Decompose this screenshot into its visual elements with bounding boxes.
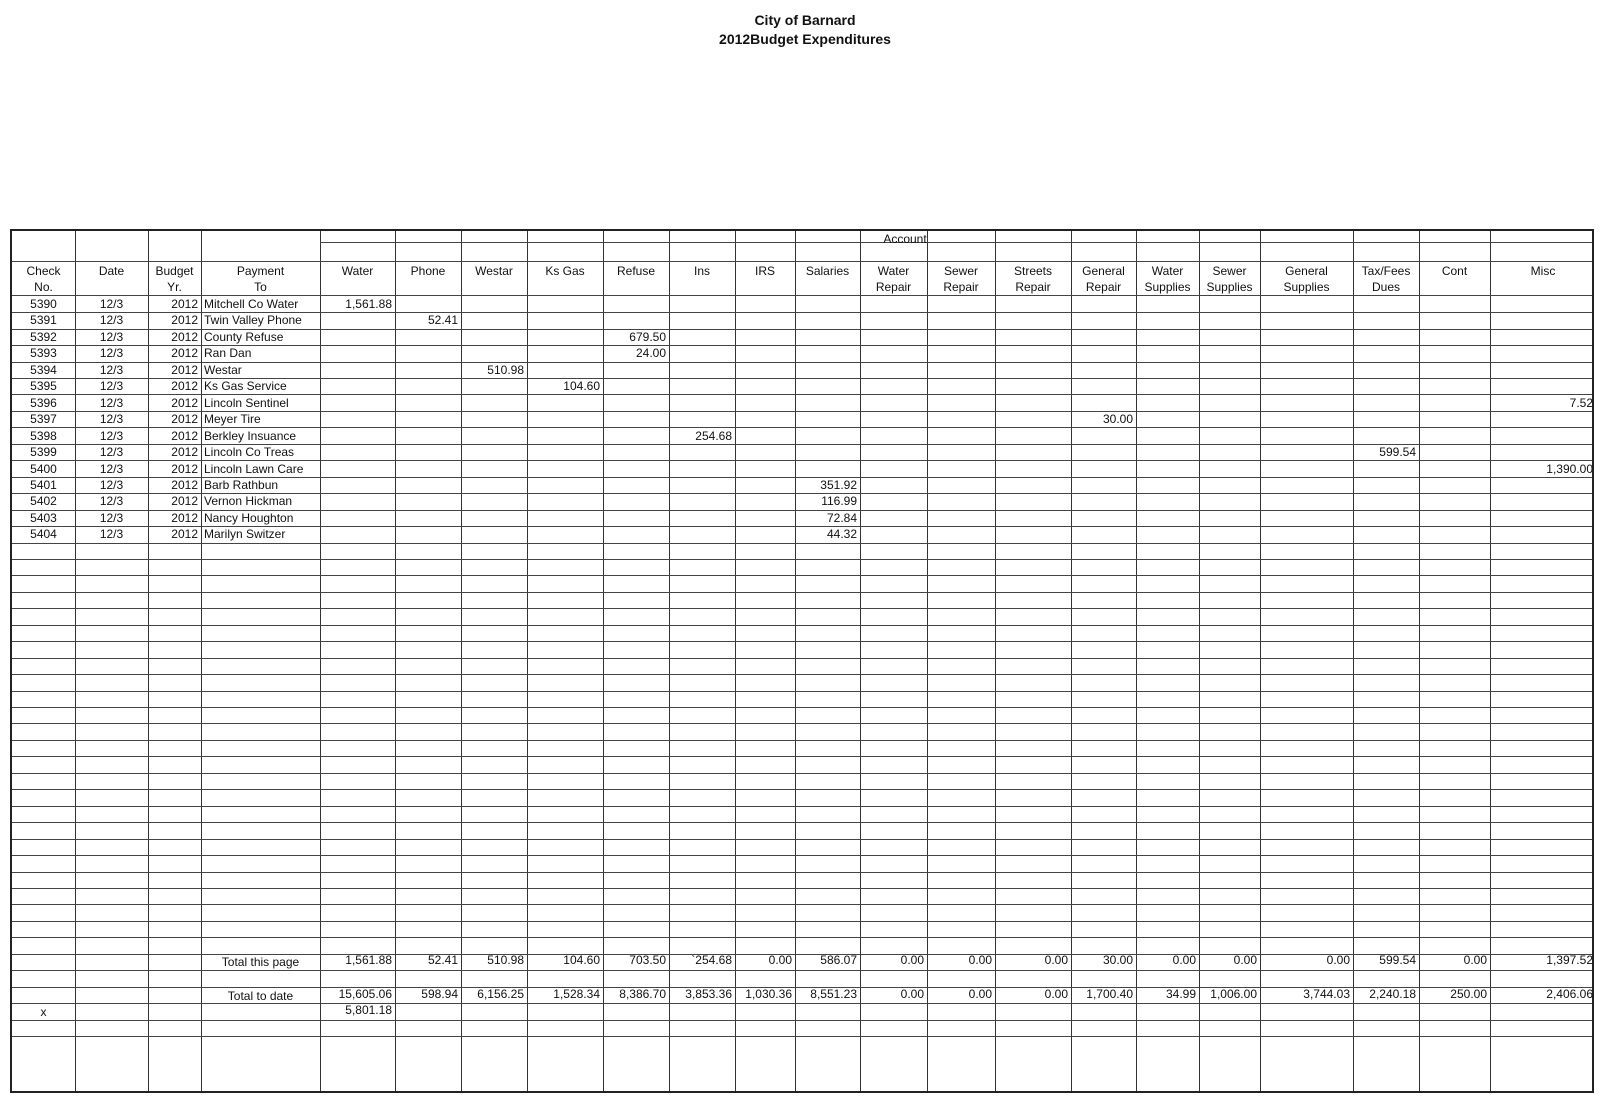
entry-payee: Mitchell Co Water — [204, 297, 299, 311]
entry-check: 5400 — [30, 461, 57, 476]
column-divider — [320, 231, 321, 1091]
column-header-date: Date — [98, 264, 125, 278]
total-this-page-water-supplies: 0.00 — [1172, 953, 1196, 967]
entry-check: 5392 — [30, 329, 57, 344]
total-to-date-water: 15,605.06 — [338, 987, 392, 1001]
column-header-streets-repair: Streets — [1013, 264, 1052, 278]
total-to-date-refuse: 8,386.70 — [619, 987, 666, 1001]
document-header — [0, 11, 1600, 49]
total-to-date-salaries: 8,551.23 — [810, 987, 857, 1001]
entry-check: 5395 — [30, 379, 57, 394]
column-subheader-sewer-supplies: Supplies — [1206, 280, 1253, 294]
total-to-date-taxfees: 2,240.18 — [1369, 987, 1416, 1001]
row-rule — [12, 608, 1592, 609]
column-subheader-general-repair: Repair — [1085, 280, 1122, 294]
entry-payee: Marilyn Switzer — [204, 527, 286, 542]
column-header-water-repair: Water — [877, 264, 910, 278]
row-rule — [12, 1003, 1592, 1004]
entry-payee: Ks Gas Service — [204, 379, 287, 394]
entry-payee: Westar — [204, 362, 242, 377]
row-rule — [12, 543, 1592, 544]
entry-budget: 2012 — [171, 428, 198, 443]
column-header-check: Check — [26, 264, 61, 278]
row-rule — [12, 904, 1592, 905]
entry-date: 12/3 — [99, 494, 124, 509]
entry-check: 5390 — [30, 297, 57, 311]
column-subheader-streets-repair: Repair — [1015, 280, 1051, 294]
total-this-page-westar: 510.98 — [487, 953, 524, 967]
entry-budget: 2012 — [171, 346, 198, 361]
column-divider — [148, 231, 149, 1091]
entry-payee: Twin Valley Phone — [204, 313, 302, 328]
total-this-page-cont: 0.00 — [1463, 953, 1487, 967]
column-header-salaries: Salaries — [805, 264, 850, 278]
total-to-date-general-supplies: 3,744.03 — [1303, 987, 1350, 1001]
total-this-page-general-repair: 30.00 — [1102, 953, 1133, 967]
entry-date: 12/3 — [99, 477, 124, 492]
entry-budget: 2012 — [171, 362, 198, 377]
entry-budget: 2012 — [171, 313, 198, 328]
row-rule — [12, 691, 1592, 692]
note-mark: x — [40, 1005, 47, 1019]
column-subheader-sewer-repair: Repair — [943, 280, 979, 294]
entry-water: 1,561.88 — [345, 297, 392, 311]
row-rule — [12, 1020, 1592, 1021]
entry-salaries: 116.99 — [821, 494, 857, 509]
row-rule — [12, 707, 1592, 708]
entry-date: 12/3 — [99, 329, 124, 344]
total-this-page-ins: `254.68 — [691, 953, 732, 967]
document-subtitle: 2012Budget Expenditures — [719, 31, 891, 47]
entry-date: 12/3 — [99, 510, 124, 525]
column-divider — [1071, 231, 1072, 1091]
total-to-date-ksgas: 1,528.34 — [553, 987, 600, 1001]
row-rule — [12, 872, 1592, 873]
entry-check: 5393 — [30, 346, 57, 361]
column-header-irs: IRS — [754, 264, 775, 278]
entry-payee: Barb Rathbun — [204, 477, 279, 492]
column-header-sewer-repair: Sewer — [943, 264, 978, 278]
entry-check: 5402 — [30, 494, 57, 509]
entry-check: 5398 — [30, 428, 57, 443]
total-this-page-misc: 1,397.52 — [1546, 953, 1593, 967]
entry-date: 12/3 — [99, 527, 124, 542]
row-rule — [12, 740, 1592, 741]
column-divider — [795, 231, 796, 1091]
entry-payee: Meyer Tire — [204, 412, 261, 427]
total-this-page-streets-repair: 0.00 — [1044, 953, 1068, 967]
total-to-date-ins: 3,853.36 — [685, 987, 732, 1001]
column-subheader-payee: To — [254, 280, 267, 294]
entry-payee: Lincoln Lawn Care — [204, 461, 304, 476]
total-this-page-label: Total this page — [221, 955, 300, 969]
entry-date: 12/3 — [99, 362, 124, 377]
column-header-phone: Phone — [410, 264, 446, 278]
total-to-date-cont: 250.00 — [1450, 987, 1487, 1001]
entry-budget: 2012 — [171, 395, 198, 410]
row-rule — [12, 921, 1592, 922]
entry-salaries: 351.92 — [820, 477, 857, 492]
entry-date: 12/3 — [99, 346, 124, 361]
column-divider — [603, 231, 604, 1091]
entry-budget: 2012 — [171, 329, 198, 344]
entry-budget: 2012 — [171, 527, 198, 542]
entry-date: 12/3 — [99, 313, 124, 328]
total-this-page-sewer-supplies: 0.00 — [1233, 953, 1257, 967]
total-this-page-sewer-repair: 0.00 — [968, 953, 992, 967]
total-this-page-water: 1,561.88 — [345, 953, 392, 967]
entry-check: 5396 — [30, 395, 57, 410]
row-rule — [12, 625, 1592, 626]
row-rule — [12, 822, 1592, 823]
total-this-page-salaries: 586.07 — [820, 953, 857, 967]
entry-taxfees: 599.54 — [1379, 445, 1416, 460]
entry-check: 5404 — [30, 527, 57, 542]
entry-budget: 2012 — [171, 412, 198, 427]
total-this-page-phone: 52.41 — [427, 953, 458, 967]
row-rule — [12, 295, 1592, 296]
column-subheader-taxfees: Dues — [1371, 280, 1400, 294]
row-rule — [12, 888, 1592, 889]
column-divider — [75, 231, 76, 1091]
total-to-date-label: Total to date — [227, 989, 294, 1003]
column-subheader-water-supplies: Supplies — [1144, 280, 1191, 294]
document-title: City of Barnard — [754, 12, 856, 28]
entry-salaries: 44.32 — [826, 527, 857, 542]
entry-misc: 7.52 — [1569, 395, 1593, 410]
total-to-date-streets-repair: 0.00 — [1044, 987, 1068, 1001]
total-to-date-general-repair: 1,700.40 — [1086, 987, 1133, 1001]
row-rule — [12, 806, 1592, 807]
total-to-date-water-supplies: 34.99 — [1165, 987, 1196, 1001]
total-this-page-ksgas: 104.60 — [563, 953, 600, 967]
column-divider — [669, 231, 670, 1091]
column-header-sewer-supplies: Sewer — [1212, 264, 1247, 278]
column-subheader-general-supplies: Supplies — [1283, 280, 1330, 294]
row-rule — [12, 723, 1592, 724]
row-rule — [12, 559, 1592, 560]
entry-ins: 254.68 — [695, 428, 732, 443]
column-header-ksgas: Ks Gas — [545, 264, 585, 278]
entry-payee: Lincoln Sentinel — [204, 395, 289, 410]
column-header-ins: Ins — [693, 264, 710, 278]
account-group-label: Account — [883, 232, 927, 246]
entry-date: 12/3 — [99, 379, 124, 394]
column-divider — [201, 231, 202, 1091]
row-rule — [12, 641, 1592, 642]
entry-check: 5399 — [30, 445, 57, 460]
entry-payee: County Refuse — [204, 329, 284, 344]
column-subheader-check: No. — [34, 280, 53, 294]
entry-payee: Ran Dan — [204, 346, 252, 361]
row-rule — [12, 1036, 1592, 1037]
entry-check: 5394 — [30, 362, 57, 377]
column-header-payee: Payment — [236, 264, 285, 278]
entry-date: 12/3 — [99, 461, 124, 476]
entry-budget: 2012 — [171, 445, 198, 460]
entry-misc: 1,390.00 — [1546, 461, 1593, 476]
entry-budget: 2012 — [171, 379, 198, 394]
row-rule — [12, 592, 1592, 593]
column-subheader-budget: Yr. — [167, 280, 182, 294]
column-divider — [735, 231, 736, 1091]
total-this-page-taxfees: 599.54 — [1379, 953, 1416, 967]
column-divider — [1260, 231, 1261, 1091]
total-to-date-phone: 598.94 — [421, 987, 458, 1001]
entry-date: 12/3 — [99, 297, 124, 311]
entry-ksgas: 104.60 — [563, 379, 600, 394]
entry-refuse: 24.00 — [635, 346, 666, 361]
row-rule — [12, 789, 1592, 790]
entry-budget: 2012 — [171, 494, 198, 509]
entry-general-repair: 30.00 — [1102, 412, 1133, 427]
column-divider — [1136, 231, 1137, 1091]
column-header-misc: Misc — [1530, 264, 1556, 278]
entry-date: 12/3 — [99, 395, 124, 410]
total-this-page-refuse: 703.50 — [629, 953, 666, 967]
expenditure-ledger — [10, 229, 1594, 1093]
row-rule — [12, 773, 1592, 774]
column-divider — [927, 231, 928, 1091]
entry-budget: 2012 — [171, 297, 198, 311]
column-header-general-repair: General — [1082, 264, 1125, 278]
column-divider — [860, 231, 861, 1091]
entry-budget: 2012 — [171, 510, 198, 525]
column-subheader-water-repair: Repair — [875, 280, 912, 294]
column-header-taxfees: Tax/Fees — [1361, 264, 1411, 278]
row-rule — [12, 658, 1592, 659]
entry-budget: 2012 — [171, 477, 198, 492]
entry-check: 5397 — [30, 412, 57, 427]
total-this-page-water-repair: 0.00 — [900, 953, 924, 967]
column-divider — [995, 231, 996, 1091]
total-to-date-water-repair: 0.00 — [900, 987, 924, 1001]
entry-phone: 52.41 — [427, 313, 458, 328]
column-divider — [395, 231, 396, 1091]
row-rule — [12, 937, 1592, 938]
column-divider — [461, 231, 462, 1091]
row-rule — [12, 575, 1592, 576]
entry-payee: Berkley Insuance — [204, 428, 297, 443]
column-header-water: Water — [341, 264, 374, 278]
note-water-amount: 5,801.18 — [345, 1003, 392, 1017]
row-rule — [12, 970, 1592, 971]
entry-payee: Lincoln Co Treas — [204, 445, 295, 460]
column-header-budget: Budget — [155, 264, 194, 278]
total-to-date-misc: 2,406.06 — [1546, 987, 1593, 1001]
row-rule — [12, 674, 1592, 675]
entry-check: 5401 — [30, 477, 57, 492]
total-to-date-sewer-supplies: 1,006.00 — [1210, 987, 1257, 1001]
entry-payee: Vernon Hickman — [204, 494, 293, 509]
entry-payee: Nancy Houghton — [204, 510, 294, 525]
column-divider — [527, 231, 528, 1091]
entry-date: 12/3 — [99, 428, 124, 443]
entry-salaries: 72.84 — [826, 510, 857, 525]
total-to-date-irs: 1,030.36 — [745, 987, 792, 1001]
entry-date: 12/3 — [99, 412, 124, 427]
entry-check: 5403 — [30, 510, 57, 525]
row-rule — [12, 261, 1592, 262]
column-header-refuse: Refuse — [616, 264, 656, 278]
column-header-cont: Cont — [1441, 264, 1468, 278]
column-divider — [1419, 231, 1420, 1091]
column-divider — [1199, 231, 1200, 1091]
row-rule — [12, 855, 1592, 856]
column-divider — [1353, 231, 1354, 1091]
total-this-page-general-supplies: 0.00 — [1326, 953, 1350, 967]
entry-refuse: 679.50 — [629, 329, 666, 344]
entry-westar: 510.98 — [487, 362, 524, 377]
entry-check: 5391 — [30, 313, 57, 328]
column-header-general-supplies: General — [1285, 264, 1328, 278]
column-header-water-supplies: Water — [1151, 264, 1184, 278]
entry-budget: 2012 — [171, 461, 198, 476]
column-header-westar: Westar — [475, 264, 513, 278]
total-to-date-sewer-repair: 0.00 — [968, 987, 992, 1001]
column-divider — [1490, 231, 1491, 1091]
total-this-page-irs: 0.00 — [768, 953, 792, 967]
row-rule — [12, 756, 1592, 757]
total-to-date-westar: 6,156.25 — [477, 987, 524, 1001]
entry-date: 12/3 — [99, 445, 124, 460]
row-rule — [12, 839, 1592, 840]
